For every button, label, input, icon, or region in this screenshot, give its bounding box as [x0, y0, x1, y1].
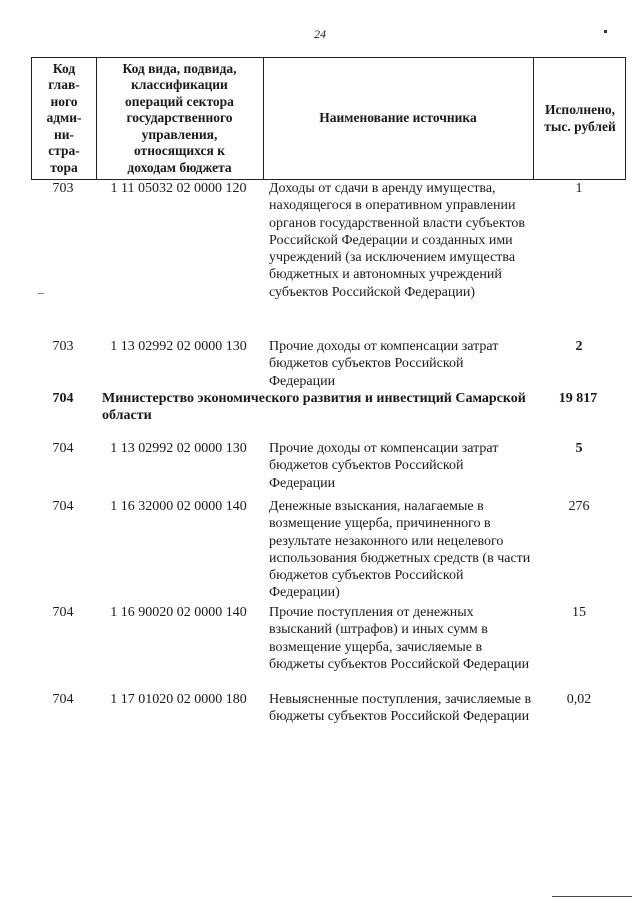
admin-code-cell: 703 [52, 339, 74, 354]
table-row [31, 180, 626, 338]
table-row [31, 440, 626, 498]
header-admin-code: Код глав- ного адми- ни- стра- тора [46, 60, 82, 175]
table-row [31, 498, 626, 604]
source-name-cell: Денежные взыскания, налагаемые в возмещение ущерба, причиненного в результате незаконного или нецелевого использования бюджетных средств (в части бюджетов субъектов Российской Федерации) [269, 499, 531, 601]
amount-cell: 1 [575, 181, 583, 196]
source-name-cell: Прочие поступления от денежных взысканий (штрафов) и иных сумм в возмещение ущерба, зачисляемые в бюджеты субъектов Российской Федерации [269, 605, 530, 672]
ministry-total: 19 817 [558, 391, 598, 406]
admin-code-cell: 704 [52, 441, 74, 456]
footer-line [552, 896, 632, 897]
admin-code-cell: 704 [52, 605, 74, 620]
classification-code-cell: 1 16 90020 02 0000 140 [110, 605, 247, 620]
table-header [31, 57, 626, 180]
source-name-cell: Прочие доходы от компенсации затрат бюджетов субъектов Российской Федерации [269, 441, 499, 491]
ministry-row [31, 390, 626, 440]
source-name-cell: Невыясненные поступления, зачисляемые в бюджеты субъектов Российской Федерации [269, 692, 532, 725]
classification-code-cell: 1 16 32000 02 0000 140 [110, 499, 247, 514]
admin-code-cell: 704 [52, 499, 74, 514]
amount-cell: 15 [572, 605, 586, 620]
source-name-cell: Доходы от сдачи в аренду имущества, находящегося в оперативном управлении органов государственной власти субъектов Российской Федерации и созданных ими учреждений (за исключением имущества бюджетных и автономных учреждений субъектов Российской Федерации) [269, 181, 526, 300]
amount-cell: 276 [568, 499, 590, 514]
classification-code-cell: 1 17 01020 02 0000 180 [110, 692, 247, 707]
amount-cell: 5 [575, 441, 583, 456]
table-row [31, 604, 626, 691]
page-number: 24 [314, 27, 326, 41]
classification-code-cell: 1 13 02992 02 0000 130 [110, 441, 247, 456]
header-source-name: Наименование источника [319, 110, 477, 126]
ministry-name: Министерство экономического развития и инвестиций Самарской области [102, 391, 526, 424]
classification-code-cell: 1 13 02992 02 0000 130 [110, 339, 247, 354]
table-row [31, 691, 626, 751]
header-executed-amount: Исполнено, тыс. рублей [544, 102, 616, 134]
header-classification-code: Код вида, подвида, классификации операций сектора государственного управления, относящихся к доходам бюджета [122, 60, 237, 175]
classification-code-cell: 1 11 05032 02 0000 120 [110, 181, 247, 196]
table-row [31, 338, 626, 390]
admin-code-cell: 704 [52, 391, 74, 406]
source-name-cell: Прочие доходы от компенсации затрат бюджетов субъектов Российской Федерации [269, 339, 499, 389]
amount-cell: 2 [575, 339, 583, 354]
table-body [31, 180, 626, 751]
admin-code-cell: 703 [52, 181, 74, 196]
admin-code-cell: 704 [52, 692, 74, 707]
scan-dot [604, 30, 607, 33]
amount-cell: 0,02 [566, 692, 592, 707]
